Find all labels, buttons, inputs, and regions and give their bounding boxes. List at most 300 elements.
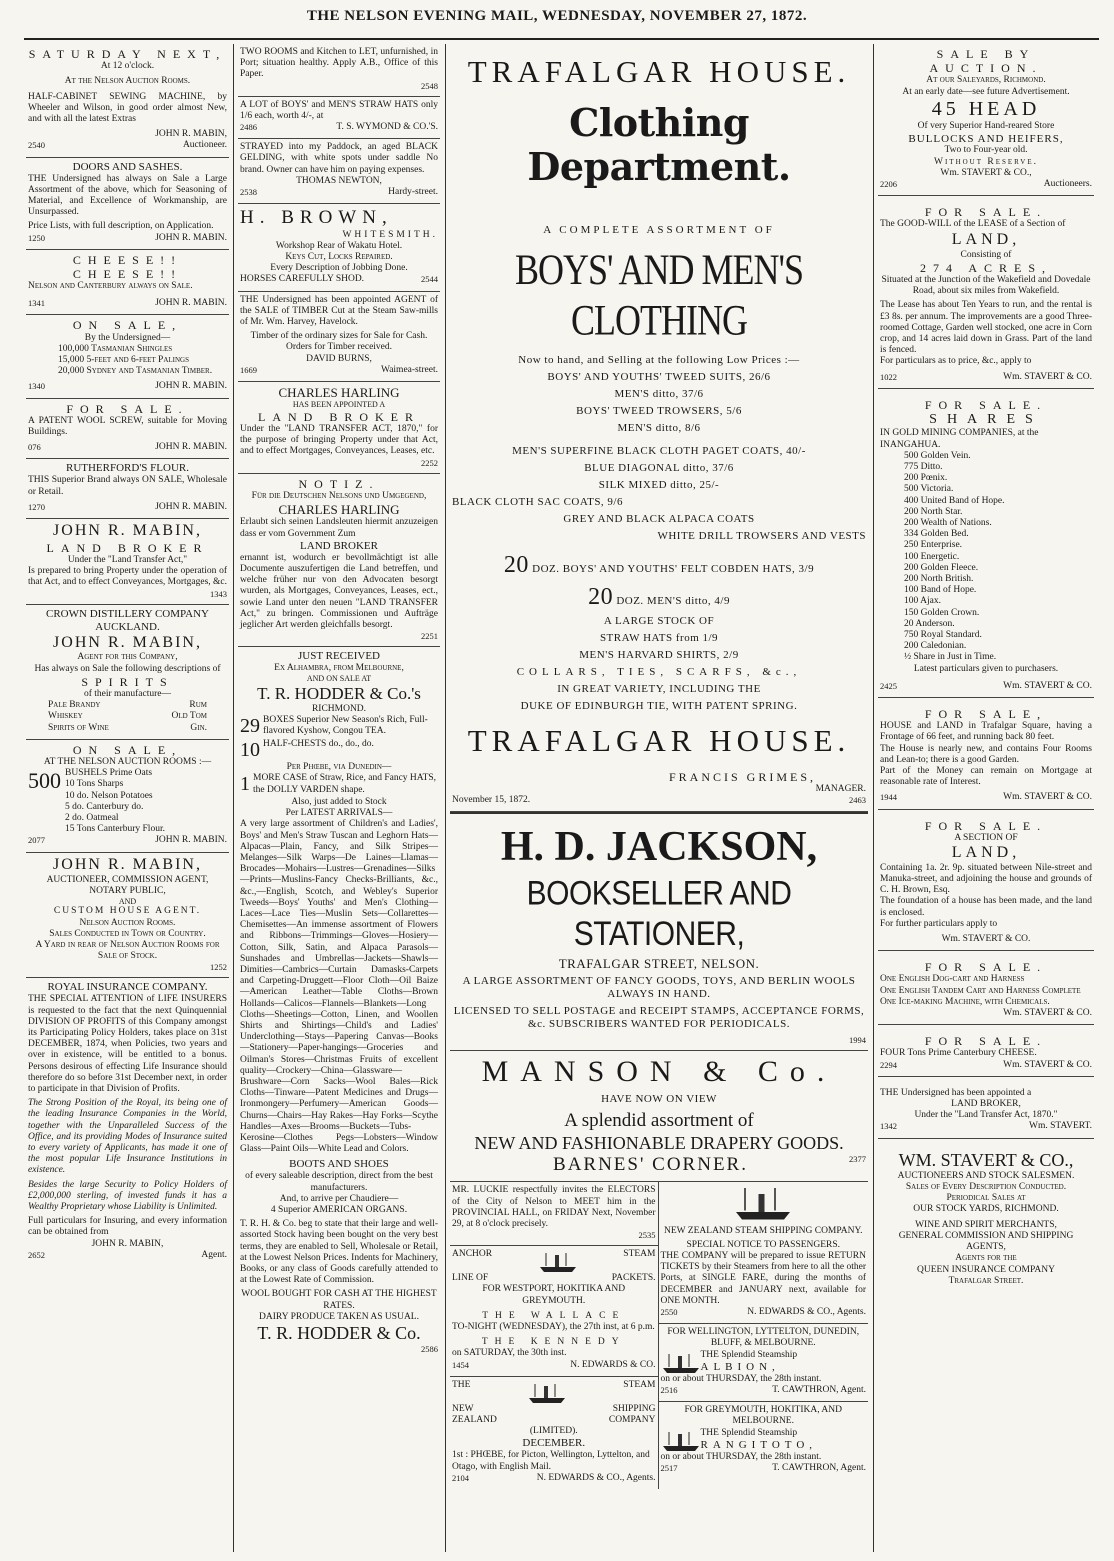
ad-title: LAND BROKER (257, 409, 420, 424)
ad-body: Has always on Sale the following descriptions of (34, 663, 221, 674)
ad-line: NEW (452, 1403, 474, 1414)
ad-big-number: 10 (240, 738, 260, 761)
ad-rangitoto (659, 1402, 869, 1479)
list-item: Spirits of Wine (48, 722, 109, 733)
ad-sub-heading: BOOTS AND SHOES (289, 1158, 389, 1171)
ad-line: Every Description of Jobbing Done. (270, 263, 408, 274)
ad-line: QUEEN INSURANCE COMPANY (917, 1264, 1055, 1275)
ad-land: LAND, (951, 844, 1021, 861)
ad-heading: FOR SALE. (66, 401, 189, 416)
share-item: 500 Golden Vein. (904, 450, 971, 461)
share-item: 100 Energetic. (904, 551, 960, 562)
ad-number: 2206 (880, 179, 897, 190)
ad-body: Nelson and Canterbury always on Sale. (28, 281, 193, 292)
ad-role: Auctioneers. (1043, 179, 1092, 190)
ad-line: 4 Superior AMERICAN ORGANS. (270, 1205, 408, 1216)
ad-body: HOUSE and LAND in Trafalgar Square, having a Frontage of 66 feet, and running back 80 feet. (880, 721, 1092, 743)
list-item: 15,000 5-feet and 6-feet Palings (58, 355, 190, 366)
ad-signature: Wm. STAVERT & CO. (1003, 792, 1092, 803)
ad-number: 2550 (660, 1306, 678, 1317)
share-item: 250 Enterprise. (904, 540, 963, 551)
ship-name: ALBION, (700, 1360, 780, 1373)
ad-big-number: 20 (503, 551, 529, 578)
ad-anchor-line (450, 1246, 658, 1377)
ad-signature: Wm. STAVERT & CO. (1003, 1059, 1092, 1070)
ad-signature: JOHN R. MABIN. (155, 835, 227, 846)
ad-paragraph: The House is nearly new, and contains Four Rooms and Lean-to; there is a good Garden. (880, 743, 1092, 765)
ad-land-broker-mabin (26, 519, 229, 605)
ad-department: Clothing Department. (527, 99, 791, 190)
ad-title: LAND BROKER (300, 539, 378, 552)
ad-line: HORSES CAREFULLY SHOD. (240, 274, 365, 285)
ad-line: BOXES Superior New Season's Rich, Full-flavored Kyshow, Congou TEA. (263, 715, 428, 737)
ad-and: AND (118, 896, 137, 906)
ad-big-number: 29 (240, 715, 260, 737)
price-item: BLUE DIAGONAL ditto, 37/6 (584, 461, 734, 474)
list-item: Old Tom (171, 711, 207, 722)
ad-signature: JOHN R. MABIN, (155, 129, 227, 140)
ad-trade: WHITESMITH. (342, 229, 438, 240)
ad-paragraph: Part of the Money can remain on Mortgage at reasonable rate of Interest. (880, 766, 1092, 788)
ad-name: CHARLES HARLING (278, 502, 400, 517)
price-item: SILK MIXED ditto, 25/- (598, 478, 720, 491)
ad-paragraph: T. R. H. & Co. beg to state that their large and well-assorted Stock having been bought on the very best terms, they are enabled to Sell, Wholesale or Retail, at the Lowest Nelson Prices. Indents for Machinery, Books, or any class of Goods carefully attended to at the Lowest Rate of Commission. (240, 1219, 438, 1286)
ad-title: AUCTIONEER, COMMISSION AGENT, (46, 874, 209, 885)
ad-number: 1022 (880, 371, 897, 382)
ad-location: Nelson Auction Rooms. (79, 917, 176, 928)
ad-number: 1252 (210, 962, 227, 973)
ad-sub: Für die Deutschen Nelsons und Umgegend, (251, 490, 427, 501)
shipping-right (659, 1182, 869, 1489)
steamship-icon (661, 1350, 701, 1374)
ad-line: ZEALAND (452, 1414, 497, 1425)
ad-line: TO-NIGHT (WEDNESDAY), the 27th inst, at 6 p.m. (452, 1321, 655, 1332)
ad-shares (878, 389, 1094, 698)
ad-price-note: Price Lists, with full description, on Application. (28, 221, 214, 232)
ad-on-sale-timber (26, 315, 229, 398)
ad-saturday-sale (26, 44, 229, 158)
ad-heading: FOR SALE, (924, 707, 1048, 722)
ad-line: WINE AND SPIRIT MERCHANTS, (915, 1219, 1057, 1230)
ad-act: Under the "Land Transfer Act," (67, 555, 188, 566)
ad-line: of every saleable description, direct from the best manufacturers. (245, 1171, 433, 1193)
ad-number: 076 (28, 442, 41, 453)
ad-dog-cart (878, 951, 1094, 1025)
ad-rutherford-flour (26, 459, 229, 519)
ad-strayed (238, 139, 440, 204)
ad-number: 2252 (421, 457, 438, 468)
ad-auctioneer-mabin (26, 853, 229, 979)
ad-number: 1343 (210, 588, 227, 599)
ad-lease-land (878, 196, 1094, 388)
ad-number: 2535 (638, 1230, 656, 1241)
ad-big-number: 45 HEAD (931, 97, 1041, 120)
ad-line: PACKETS. (611, 1273, 656, 1284)
steamship-icon (661, 1428, 701, 1452)
share-item: 200 Pœnix. (904, 473, 948, 484)
ad-signature: JOHN R. MABIN. (155, 381, 227, 392)
ad-signature: Wm. STAVERT & CO., (940, 167, 1032, 178)
ad-heading: SALE BY AUCTION. (929, 47, 1043, 76)
ad-david-burns (238, 292, 440, 382)
ad-signature: T. CAWTHRON, Agent. (772, 1384, 866, 1395)
ship-name: RANGITOTO, (700, 1438, 818, 1451)
ad-h-brown (238, 204, 440, 291)
ad-line: WOOL BOUGHT FOR CASH AT THE HIGHEST RATES. (241, 1289, 437, 1311)
list-item: 10 do. Nelson Potatoes (65, 790, 153, 801)
ad-signature: Wm. STAVERT & CO. (1003, 371, 1092, 382)
list-item: Pale Brandy (48, 700, 101, 711)
ad-big-number: 1 (240, 773, 250, 796)
ad-signature: N. EDWARDS & CO., Agents. (747, 1306, 866, 1317)
ad-number: 2486 (240, 122, 257, 133)
ad-number: 1342 (880, 1121, 897, 1132)
ad-product: SPIRITS (81, 674, 174, 689)
ad-body: A LOT of BOYS' and MEN'S STRAW HATS only 1/6 each, worth 4/-, at (240, 99, 438, 121)
ad-line: THE Splendid Steamship (700, 1427, 798, 1438)
ad-heading: FOR SALE. (924, 1034, 1048, 1049)
ad-body: Containing 1a. 2r. 9p. situated between Nile-street and Manuka-street, and adjoining the house and grounds of C. H. Brown, Esq. (880, 862, 1092, 896)
ad-nzss-return-tickets (659, 1182, 869, 1324)
ad-title: TRAFALGAR HOUSE. (467, 723, 851, 759)
ad-number: 1340 (28, 381, 45, 392)
ad-body: ernannt ist, wodurch er bevollmächtigt ist alle Documente auszufertigen die Land betreffen, und welche früher nur von den Advocaten besorgt wurden, als Mortgages, Conveyances, Leases, ect., sowie Land unter den neuen "LAND TRANSFER Act," zu bringen. Commissionen und Aufträge jeglicher Art werden gleichfalls besorgt. (240, 552, 438, 630)
ad-heading: FOR SALE. (924, 205, 1048, 220)
ad-body: THE Undersigned has been appointed a (880, 1087, 1032, 1098)
column-divider (873, 44, 874, 1552)
ad-four-tons-cheese (878, 1025, 1094, 1077)
ad-line: Consisting of (960, 249, 1012, 260)
ad-body: Under the "LAND TRANSFER ACT, 1870," for the purpose of bringing Property under that Act, and to effect Mortgages, Conveyances, Leases, etc. (240, 424, 438, 457)
steamship-icon (527, 1380, 567, 1404)
ad-paragraph: The foundation of a house has been made, and the land is enclosed. (880, 896, 1092, 918)
ad-line: Sales of Every Description Conducted. (905, 1182, 1067, 1193)
ad-number: 2586 (421, 1344, 438, 1355)
ad-signature: Wm. STAVERT & CO. (941, 934, 1031, 945)
ad-town: RICHMOND. (311, 703, 367, 714)
price-item: WHITE DRILL TROWSERS AND VESTS (657, 529, 866, 542)
ad-line: STEAM (623, 1379, 656, 1390)
ad-line: (LIMITED). (529, 1426, 578, 1437)
share-item: 20 Anderson. (904, 618, 955, 629)
ad-big-number: 500 (28, 768, 61, 794)
ad-number: 1250 (28, 232, 45, 243)
ad-manager: FRANCIS GRIMES, (668, 769, 816, 784)
ad-address: Waimea-street. (381, 364, 438, 375)
ad-body: The GOOD-WILL of the LEASE of a Section of (880, 219, 1066, 230)
ad-address: TRAFALGAR STREET, NELSON. (558, 955, 760, 971)
ad-name: JOHN R. MABIN, (53, 855, 202, 873)
ad-straw-hats (238, 97, 440, 140)
ad-signature: JOHN R. MABIN. (155, 298, 227, 309)
ad-stavert-firm (878, 1139, 1094, 1292)
ad-number: 2251 (421, 631, 438, 642)
ad-signature: Wm. STAVERT & CO. (1003, 680, 1092, 691)
ad-cheese (26, 250, 229, 316)
ad-name: JOHN R. MABIN, (53, 633, 202, 651)
ad-line: GENERAL COMMISSION AND SHIPPING AGENTS, (898, 1230, 1074, 1253)
ad-number: 1994 (849, 1034, 866, 1045)
ad-number: 1270 (28, 501, 45, 512)
ad-title: BOOKSELLER AND STATIONER, (526, 874, 792, 954)
list-item: 20,000 Sydney and Tasmanian Timber. (58, 366, 213, 377)
ad-line: LINE OF (452, 1273, 489, 1284)
ad-heading: SATURDAY NEXT, (28, 47, 227, 61)
ad-body: STRAYED into my Paddock, an aged BLACK GELDING, with white spots under saddle No brand. Owner can have him on paying expenses. (240, 142, 438, 175)
list-item: One English Dog-cart and Harness (880, 974, 1025, 985)
list-item: 100,000 Tasmanian Shingles (58, 343, 173, 354)
ad-heading: ROYAL INSURANCE COMPANY. (47, 981, 208, 994)
ad-number: 1341 (28, 298, 45, 309)
ad-on-sale-oats (26, 740, 229, 853)
ad-paragraph: The Strong Position of the Royal, its being one of the leading Insurance Companies in the World, together with the Unparalleled Success of the Office, and its providing Modes of Insurance suited to every variety of Applicants, has made it one of the most popular Life Insurance Institutions in existence. (28, 1098, 227, 1176)
price-item: DUKE OF EDINBURGH TIE, WITH PATENT SPRING. (520, 700, 798, 713)
ad-number: 2652 (28, 1249, 45, 1260)
ad-stavert-land-broker (878, 1077, 1094, 1139)
ad-heading: CHEESE!! CHEESE!! (72, 252, 183, 281)
ad-sub: A SECTION OF (954, 832, 1018, 843)
ad-luckie (450, 1182, 658, 1246)
ad-heading: CROWN DISTILLERY COMPANY AUCKLAND. (46, 607, 209, 633)
ad-line: A splendid assortment of (564, 1110, 754, 1132)
share-item: 150 Golden Crown. (904, 607, 980, 618)
share-item: 200 Golden Fleece. (904, 562, 979, 573)
ad-two-rooms (238, 44, 440, 97)
ad-paragraph: Timber of the ordinary sizes for Sale for Cash. Orders for Timber received. (250, 331, 428, 353)
ad-location: AT THE NELSON AUCTION ROOMS :— (43, 757, 212, 767)
masthead: THE NELSON EVENING MAIL, WEDNESDAY, NOVEMBER 27, 1872. (306, 8, 808, 24)
ad-body: THIS Superior Brand always ON SALE, Wholesale or Retail. (28, 475, 227, 497)
share-item: 200 Caledonian. (904, 641, 967, 652)
ad-yard: A Yard in rear of Nelson Auction Rooms for Sale of Stock. (35, 939, 220, 962)
ad-line: COMPANY (608, 1414, 656, 1425)
ad-title: LAND BROKER, (951, 1099, 1021, 1110)
list-item: 10 Tons Sharps (65, 779, 124, 790)
share-item: ½ Share in Just in Time. (904, 652, 997, 663)
ad-heading: FOR SALE. (924, 397, 1048, 412)
list-item: BUSHELS Prime Oats (65, 768, 153, 779)
ad-appointed: HAS BEEN APPOINTED A (292, 400, 386, 410)
ad-manson (450, 1051, 868, 1182)
ship-name: THE WALLACE (482, 1310, 626, 1321)
ad-name: CHARLES HARLING (278, 385, 400, 401)
ad-title: SHARES (929, 411, 1043, 427)
ad-line: on SATURDAY, the 30th inst. (452, 1348, 567, 1359)
ad-title: CUSTOM HOUSE AGENT. (53, 906, 202, 917)
ad-doors-sashes (26, 158, 229, 250)
ad-line: Two to Four-year old. (944, 145, 1028, 156)
ad-number: 2540 (28, 140, 45, 151)
ad-charles-harling (238, 382, 440, 474)
ad-body: 1st : PHŒBE, for Picton, Wellington, Lyttelton, and Otago, with English Mail. (452, 1450, 650, 1472)
price-item: MEN'S ditto, 37/6 (614, 388, 704, 401)
share-item: 100 Ajax. (904, 596, 941, 607)
share-item: 200 Wealth of Nations. (904, 518, 992, 529)
ad-name: H. D. JACKSON, (500, 824, 818, 871)
ad-line: ANCHOR (452, 1249, 493, 1260)
ad-line: A LARGE ASSORTMENT OF FANCY GOODS, TOYS, AND BERLIN WOOLS ALWAYS IN HAND. (462, 975, 856, 1000)
ad-route: FOR WESTPORT, HOKITIKA AND GREYMOUTH. (482, 1284, 626, 1306)
ad-and: AND ON SALE AT (306, 674, 372, 684)
ad-ex: Ex Alhambra, from Melbourne, (274, 663, 404, 674)
ad-heading: DOORS AND SASHES. (72, 160, 183, 173)
ad-heading: NEW ZEALAND STEAM SHIPPING COMPANY. (663, 1225, 863, 1236)
ad-body: Is prepared to bring Property under the operation of that Act, and to effect Conveyances, Mortgages, &c. (28, 566, 227, 588)
ad-line: LICENSED TO SELL POSTAGE and RECEIPT STAMPS, ACCEPTANCE FORMS, &c. SUBSCRIBERS WANTED FOR PERIODICALS. (453, 1004, 865, 1030)
share-item: 334 Golden Bed. (904, 529, 969, 540)
ad-body: FOUR Tons Prime Canterbury CHEESE. (880, 1048, 1037, 1059)
steamship-icon (733, 1185, 793, 1221)
ad-line: THE (452, 1379, 471, 1390)
column-divider (233, 44, 234, 1552)
ad-line: OUR STOCK YARDS, RICHMOND. (913, 1204, 1059, 1215)
ad-byline: By the Undersigned— (84, 332, 171, 343)
ad-line: A COMPLETE ASSORTMENT OF (543, 224, 775, 237)
price-item: DOZ. MEN'S ditto, 4/9 (616, 595, 730, 608)
ad-name: JOHN R. MABIN, (53, 522, 202, 539)
price-item: BLACK CLOTH SAC COATS, 9/6 (452, 495, 623, 508)
ad-line: MORE CASE of Straw, Rice, and Fancy HATS, the DOLLY VARDEN shape. (253, 773, 437, 795)
ad-number: 2294 (880, 1059, 897, 1070)
ad-line: Periodical Sales at (946, 1193, 1026, 1204)
ad-per: Per Phœbe, via Dunedin— (286, 762, 392, 773)
ad-number: 2377 (849, 1153, 866, 1164)
ad-land: LAND, (951, 230, 1021, 248)
ad-big-number: 20 (588, 584, 614, 611)
ad-heading: ON SALE, (72, 318, 183, 333)
ad-also: Also, just added to Stock (291, 796, 387, 807)
ad-number: 2104 (452, 1472, 469, 1483)
price-item: MEN'S SUPERFINE BLACK CLOTH PAGET COATS, 40/- (512, 444, 806, 457)
column-divider (445, 44, 446, 1552)
ad-line: HALF-CHESTS do., do., do. (263, 738, 374, 749)
ad-line: THE Splendid Steamship (700, 1349, 798, 1360)
ad-signature: JOHN R. MABIN, (91, 1238, 164, 1249)
ad-heading: NOTIZ. (298, 476, 380, 491)
ad-route: FOR WELLINGTON, LYTTELTON, DUNEDIN, BLUFF, & MELBOURNE. (667, 1327, 860, 1349)
ad-line: DAIRY PRODUCE TAKEN AS USUAL. (259, 1311, 419, 1322)
ad-paragraph: The Lease has about Ten Years to run, and the rental is £3 8s. per annum. The improvements are a good Three-roomed Cottage, Garden well stocked, one acre in Corn crop, and 14 acres laid down in Grass. Part of the land is fenced. (880, 300, 1092, 356)
ad-line: NEW AND FASHIONABLE DRAPERY GOODS. (474, 1132, 844, 1153)
ad-title: TRAFALGAR HOUSE. (467, 54, 851, 89)
ad-body: THE Undersigned has always on Sale a Large Assortment of the above, which for Seasoning of Material, and Excellence of Workmanship, are Unsurpassed. (28, 173, 227, 218)
ad-route: FOR GREYMOUTH, HOKITIKA, AND MELBOURNE. (684, 1405, 843, 1427)
ad-date: November 15, 1872. (452, 795, 531, 806)
ad-section-land (878, 810, 1094, 952)
price-item: COLLARS, TIES, SCARFS, &c., (516, 666, 802, 679)
ad-name: T. R. HODDER & Co.'s (257, 683, 421, 703)
ad-line: Trafalgar Street. (948, 1275, 1024, 1286)
ad-line: STEAM (623, 1249, 656, 1260)
ad-notice: SPECIAL NOTICE TO PASSENGERS. (686, 1239, 841, 1250)
list-item: Gin. (190, 722, 207, 733)
ad-heading: ON SALE, (72, 742, 183, 757)
ad-heading: RUTHERFORD'S FLOUR. (65, 462, 189, 475)
ad-trafalgar-house (450, 44, 868, 812)
ad-line: Workshop Rear of Wakatu Hotel. (275, 240, 403, 251)
ad-line: AUCTIONEERS AND STOCK SALESMEN. (897, 1170, 1075, 1181)
ad-body: TWO ROOMS and Kitchen to LET, unfurnished, in Port; situation healthy. Apply A.B., Office of this Paper. (240, 47, 438, 80)
ad-line: on or about THURSDAY, the 28th instant. (660, 1451, 822, 1462)
ad-nz-shipping-december (450, 1377, 658, 1489)
share-item: 200 North Star. (904, 506, 963, 517)
ad-hodder (238, 647, 440, 1359)
ad-address: Hardy-street. (388, 187, 438, 198)
ad-signature: N. EDWARDS & CO., Agents. (536, 1472, 656, 1483)
share-item: 775 Ditto. (904, 462, 943, 472)
steamship-icon (538, 1249, 578, 1273)
ad-sale-by-auction (878, 44, 1094, 196)
ad-number: 1669 (240, 364, 257, 375)
ad-line: HAVE NOW ON VIEW (601, 1093, 717, 1106)
column-4 (878, 44, 1094, 1552)
ad-hd-jackson (450, 812, 868, 1051)
ad-line: And, to arrive per Chaudiere— (279, 1193, 399, 1204)
ad-body: MR. LUCKIE respectfully invites the ELECTORS of the City of Nelson to MEET him in the PROVINCIAL HALL, on FRIDAY Next, November 29, at 8 o'clock precisely. (452, 1185, 656, 1229)
share-item: 200 North British. (904, 574, 974, 585)
ad-line: IN GREAT VARIETY, INCLUDING THE (557, 683, 761, 696)
share-item: 500 Victoria. (904, 484, 954, 495)
ad-body: A very large assortment of Children's and Ladies', Boys' and Men's Straw Tuscan and Leghorn Hats—Alpacas—Plain, Fancy, and Silk Stripes—Melanges—Silk Warps—De Laines—Llamas—Brocades—Mohairs—Lustres—Grenadines—Silks—Prints—Muslins-Fancy Checks-Brilliants, &c., &c.,—English, Scotch, and Webley's Superior Tweeds—Boys' Youths' and Men's Clothing—Laces—Lace Ties—Muslin Sets—Collarettes—Chemisettes—An immense assortment of Flowers and Ribbons—Trimmings—Gloves—Hosiery—Cotton, Silk, Satin, and Alpaca Parasols—Sunshades and Umbrellas—Jackets—Shawls—Dimities—Cambrics—Curtain Damasks-Carpets and Carpeting-Druggett—Floor Cloth—Oil Baize—American Leather—Table Cloths—Brown Hollands—Calicos—Flannels—Blankets—Long Cloths—Sheetings—Cotton, Linen, and Woollen Shirts and Shirtings—Child's and Ladies' Underclothing—Stays—Papering Canvas—Books—Stationery—Paper-hangings—Groceries and Oilman's Stores—Christmas Fruits of excellent quality—Crockery—China—Glassware—Brushware—Corn Sacks—Wool Bales—Rick Cloths—Tinware—Patent Medicines and Drugs—Ironmongery—Perfumery—American Goods—Churns—Chairs—Hay Rakes—Hay Forks—Scythe Handles—Axes—Brooms—Buckets—Tubs-Kerosine—Clothes Pegs—Lobsters—Window Glass—Paint Oils—White Lead and Colors. (240, 819, 438, 1155)
ad-signature: Wm. STAVERT & CO. (1003, 1008, 1092, 1019)
ad-crown-distillery (26, 605, 229, 740)
list-item: Rum (189, 700, 207, 711)
ad-signature: T. CAWTHRON, Agent. (772, 1462, 866, 1473)
column-3 (450, 44, 868, 1552)
price-item: STRAW HATS from 1/9 (599, 632, 719, 645)
price-item: DOZ. BOYS' AND YOUTHS' FELT COBDEN HATS, 3/9 (532, 562, 815, 575)
ad-line: Agents for the (955, 1253, 1017, 1264)
ad-number: 2425 (880, 680, 897, 691)
ad-signature: Wm. STAVERT. (1029, 1121, 1092, 1132)
ad-line: For particulars as to price, &c., apply to (880, 356, 1032, 367)
ad-headline: BOYS' AND MEN'S CLOTHING (514, 245, 804, 345)
ad-line: on or about THURSDAY, the 28th instant. (660, 1373, 822, 1384)
ad-number: 2517 (660, 1462, 678, 1473)
price-item: BOYS' AND YOUTHS' TWEED SUITS, 26/6 (547, 371, 771, 384)
ad-heading: FOR SALE. (924, 818, 1048, 833)
ad-role: Auctioneer. (182, 140, 227, 151)
ad-time: At 12 o'clock. (100, 61, 155, 72)
list-item: 5 do. Canterbury do. (65, 801, 144, 812)
ad-sales: Sales Conducted in Town or Country. (49, 928, 206, 939)
ad-month: DECEMBER. (522, 1437, 586, 1450)
ad-wool-screw (26, 399, 229, 460)
ad-role: Agent. (201, 1249, 227, 1260)
ad-house-land (878, 698, 1094, 810)
ad-line: Without Reserve. (934, 156, 1038, 167)
list-item: One Ice-making Machine, with Chemicals. (880, 996, 1050, 1007)
ad-acres: 274 ACRES, (919, 260, 1052, 275)
column-2 (238, 44, 440, 1552)
ad-body: THE SPECIAL ATTENTION of LIFE INSURERS is requested to the fact that the next Quinquennial DIVISION OF PROFITS of this Company amongst its Participating Policy Holders, takes place on 31st DECEMBER, 1874, when Policies, two years and over in existence, will be entitled to a bonus. Persons desirous of effecting Life Insurance should therefore do so before 31st December next, in order to participate in that Division of Profits. (28, 994, 227, 1094)
share-item: 400 United Band of Hope. (904, 495, 1005, 506)
ad-number: 2538 (240, 187, 257, 198)
ad-line: Latest particulars given to purchasers. (913, 663, 1059, 674)
ad-body: A PATENT WOOL SCREW, suitable for Moving Buildings. (28, 415, 227, 438)
ad-latest: Per LATEST ARRIVALS— (285, 808, 393, 819)
ad-signature: JOHN R. MABIN. (155, 501, 227, 512)
ad-notiz (238, 474, 440, 648)
ad-signature: JOHN R. MABIN. (155, 442, 227, 453)
masthead-rule (24, 38, 1099, 40)
share-item: 750 Royal Standard. (904, 630, 982, 641)
ad-paragraph: For further particulars apply to (880, 918, 998, 929)
ad-signature: T. S. WYMOND & CO.'S. (336, 122, 438, 133)
ad-address: BARNES' CORNER. (553, 1153, 748, 1175)
ad-signature: JOHN R. MABIN. (155, 232, 227, 243)
ad-line: Situated at the Junction of the Wakefield and Dovedale Road, about six miles from Wakefield. (881, 274, 1091, 297)
